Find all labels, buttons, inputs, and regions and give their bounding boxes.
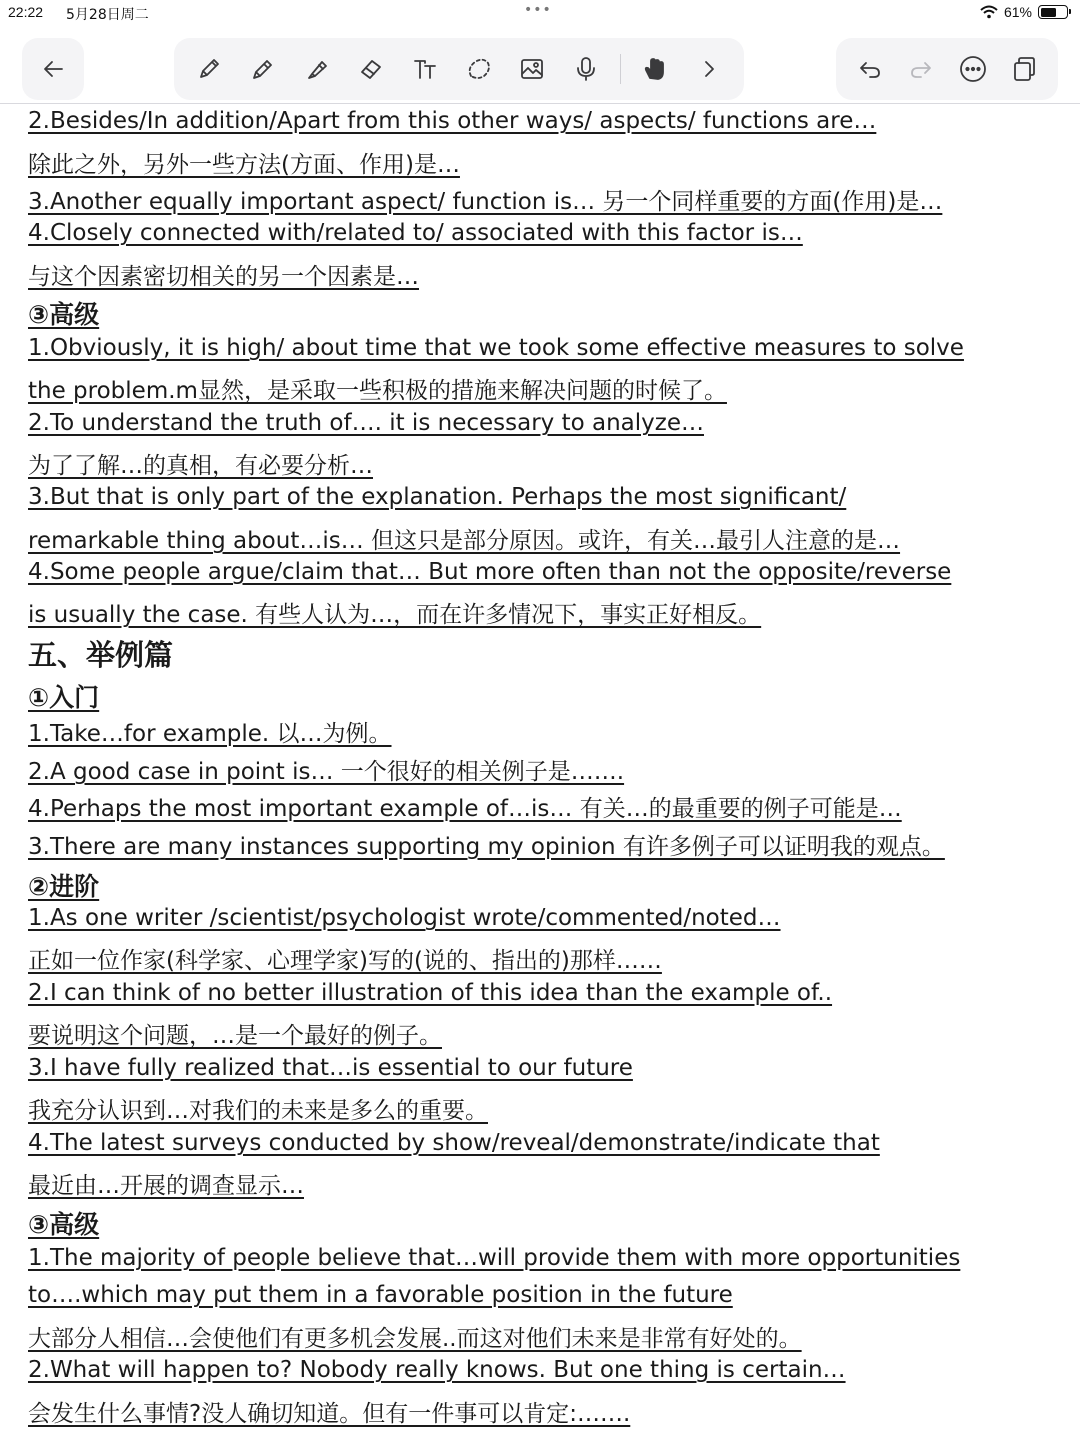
note-line: 与这个因素密切相关的另一个因素是…	[28, 264, 419, 290]
note-line: 4.Perhaps the most important example of…is… 有关…的最重要的例子可能是…	[28, 796, 902, 822]
note-line: 除此之外，另外一些方法(方面、作用)是…	[28, 152, 460, 178]
status-time: 22:22	[8, 4, 44, 20]
pencil-icon[interactable]	[189, 49, 229, 89]
battery-icon	[1038, 5, 1068, 19]
back-group	[22, 38, 84, 100]
level-heading: ③高级	[28, 300, 100, 329]
text-icon[interactable]	[405, 49, 445, 89]
note-line: 为了了解…的真相，有必要分析…	[28, 453, 373, 479]
note-line: 2.To understand the truth of…. it is necessary to analyze…	[28, 410, 704, 436]
battery-percent: 61%	[1003, 4, 1032, 20]
highlighter-icon[interactable]	[297, 49, 337, 89]
hand-icon[interactable]	[635, 49, 675, 89]
note-line: 1.The majority of people believe that…will provide them with more opportunities	[28, 1245, 961, 1271]
level-heading: ③高级	[28, 1210, 100, 1239]
pages-icon[interactable]	[1004, 49, 1044, 89]
note-line: 3.There are many instances supporting my opinion 有许多例子可以证明我的观点。	[28, 834, 945, 860]
note-line: 1.Take…for example. 以…为例。	[28, 721, 392, 747]
note-line: to….which may put them in a favorable position in the future	[28, 1282, 733, 1308]
note-line: 会发生什么事情?没人确切知道。但有一件事可以肯定:…….	[28, 1401, 631, 1427]
note-line: 正如一位作家(科学家、心理学家)写的(说的、指出的)那样……	[28, 948, 662, 974]
note-line: 3.Another equally important aspect/ function is… 另一个同样重要的方面(作用)是…	[28, 189, 943, 215]
note-line: 1.Obviously, it is high/ about time that we took some effective measures to solve	[28, 335, 964, 361]
level-heading: ②进阶	[28, 872, 100, 901]
action-group	[836, 38, 1058, 100]
toolbar	[0, 28, 1080, 104]
image-icon[interactable]	[512, 49, 552, 89]
note-line: 2.Besides/In addition/Apart from this other ways/ aspects/ functions are…	[28, 108, 877, 134]
note-line: 我充分认识到…对我们的未来是多么的重要。	[28, 1098, 488, 1124]
note-line: 4.The latest surveys conducted by show/reveal/demonstrate/indicate that	[28, 1130, 880, 1156]
note-line: 大部分人相信…会使他们有更多机会发展..而这对他们未来是非常有好处的。	[28, 1326, 802, 1352]
note-line: remarkable thing about…is… 但这只是部分原因。或许，有关…最引人注意的是…	[28, 528, 901, 554]
undo-icon[interactable]	[850, 49, 890, 89]
section-heading: 五、举例篇	[28, 638, 174, 672]
note-line: 2.What will happen to? Nobody really knows. But one thing is certain…	[28, 1357, 846, 1383]
note-line: 3.But that is only part of the explanation. Perhaps the most significant/	[28, 484, 847, 510]
back-arrow-icon[interactable]	[33, 49, 73, 89]
note-line: 1.As one writer /scientist/psychologist wrote/commented/noted…	[28, 905, 781, 931]
multitasking-dots-icon[interactable]: •••	[524, 2, 552, 18]
status-indicators	[980, 4, 1068, 20]
lasso-icon[interactable]	[458, 49, 498, 89]
note-line: 4.Closely connected with/related to/ associated with this factor is…	[28, 220, 803, 246]
status-bar	[0, 0, 1080, 28]
tool-group	[174, 38, 744, 100]
note-line: 2.I can think of no better illustration of this idea than the example of..	[28, 980, 833, 1006]
more-icon[interactable]	[953, 49, 993, 89]
redo-icon[interactable]	[901, 49, 941, 89]
note-line: 最近由…开展的调查显示…	[28, 1173, 304, 1199]
note-line: 3.I have fully realized that…is essential to our future	[28, 1055, 633, 1081]
level-heading: ①入门	[28, 683, 100, 712]
wifi-icon	[980, 5, 998, 19]
note-canvas[interactable]	[28, 104, 1058, 1440]
battery-level-fill	[1041, 8, 1056, 17]
pen-icon[interactable]	[243, 49, 283, 89]
note-line: 4.Some people argue/claim that… But more often than not the opposite/reverse	[28, 559, 952, 585]
microphone-icon[interactable]	[566, 49, 606, 89]
note-line: is usually the case. 有些人认为…，而在许多情况下，事实正好相反。	[28, 602, 762, 628]
note-line: 2.A good case in point is… 一个很好的相关例子是…….	[28, 759, 625, 785]
eraser-icon[interactable]	[351, 49, 391, 89]
toolbar-divider	[620, 54, 621, 84]
status-date: 5月28日周二	[66, 7, 149, 23]
note-line: 要说明这个问题，…是一个最好的例子。	[28, 1023, 442, 1049]
note-line: the problem.m显然，是采取一些积极的措施来解决问题的时候了。	[28, 378, 727, 404]
chevron-right-icon[interactable]	[689, 49, 729, 89]
